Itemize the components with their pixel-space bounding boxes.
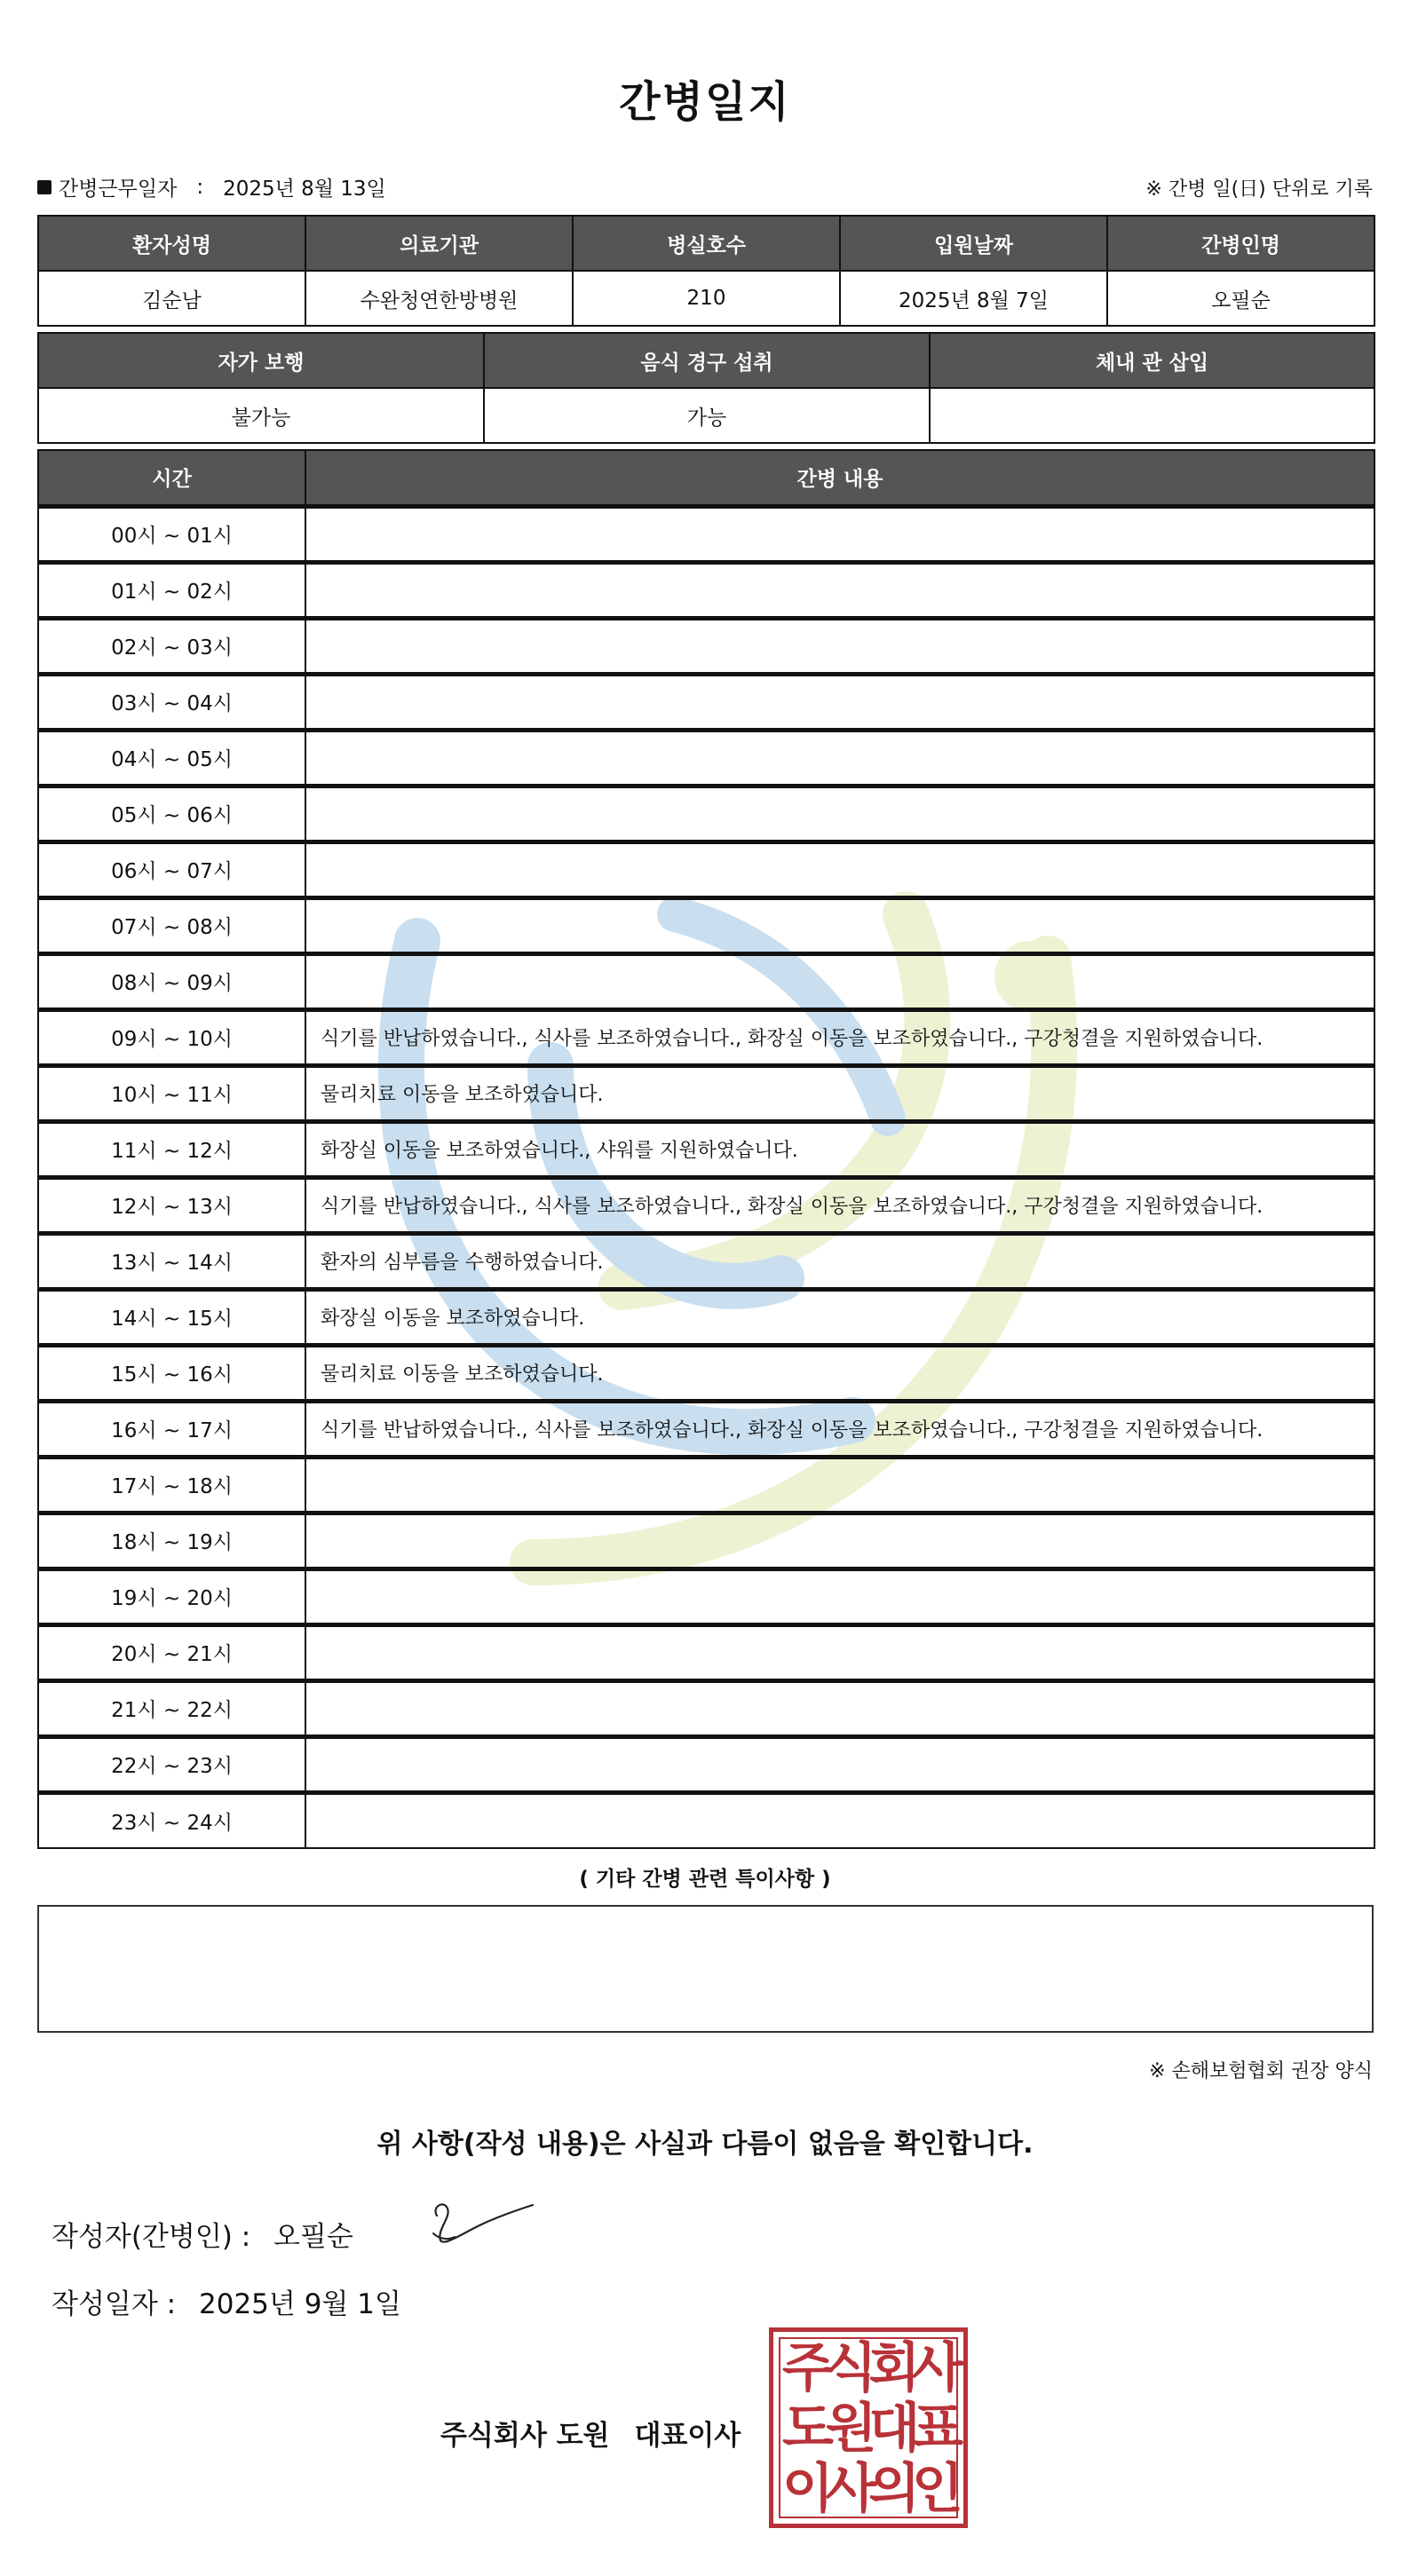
company-name: 주식회사 도원: [440, 2420, 610, 2452]
patient-name: 김순남: [38, 271, 305, 326]
care-note-cell: 물리치료 이동을 보조하였습니다.: [305, 1065, 1374, 1121]
care-note-cell: [305, 1457, 1374, 1513]
care-note-cell: [305, 730, 1374, 786]
table-row: [38, 953, 1374, 1009]
table-row: [38, 786, 1374, 842]
table-row: [38, 1736, 1374, 1792]
time-cell: 20시 ~ 21시: [38, 1624, 305, 1680]
time-cell: 16시 ~ 17시: [38, 1401, 305, 1457]
time-cell: 07시 ~ 08시: [38, 897, 305, 953]
patient-status-table: [37, 332, 1375, 444]
room-number: 210: [573, 271, 840, 326]
care-note-cell: [305, 1624, 1374, 1680]
seal-line: 도 원 대 표: [782, 2398, 963, 2460]
time-cell: 06시 ~ 07시: [38, 842, 305, 897]
care-note-cell: 화장실 이동을 보조하였습니다.: [305, 1289, 1374, 1345]
table-row: [38, 730, 1374, 786]
time-cell: 23시 ~ 24시: [38, 1792, 305, 1848]
table-row: [38, 897, 1374, 953]
patient-info-header-row: [38, 216, 1374, 271]
work-date-row: [37, 172, 386, 201]
company-seal: [769, 2327, 968, 2528]
table-row: [38, 1065, 1374, 1121]
header-caregiver-name: 간병인명: [1107, 216, 1374, 271]
remarks-box: [37, 1905, 1374, 2033]
care-log-header-row: [38, 450, 1374, 506]
table-row: [38, 1680, 1374, 1736]
table-row: [38, 1121, 1374, 1177]
table-row: [38, 1624, 1374, 1680]
care-note-cell: [305, 674, 1374, 730]
time-cell: 22시 ~ 23시: [38, 1736, 305, 1792]
care-note-cell: 물리치료 이동을 보조하였습니다.: [305, 1345, 1374, 1401]
writer-label: 작성자(간병인) :: [51, 2221, 251, 2253]
table-row: [38, 1569, 1374, 1624]
table-row: [38, 1792, 1374, 1848]
table-row: [38, 1177, 1374, 1233]
self-walking-value: 불가능: [38, 388, 484, 443]
bullet-square-icon: [37, 180, 51, 194]
care-note-cell: [305, 618, 1374, 674]
oral-intake-value: 가능: [484, 388, 930, 443]
care-note-cell: [305, 953, 1374, 1009]
time-cell: 05시 ~ 06시: [38, 786, 305, 842]
header-tube-insertion: 체내 관 삽입: [930, 333, 1374, 388]
time-cell: 17시 ~ 18시: [38, 1457, 305, 1513]
care-log-table: [37, 449, 1375, 1849]
care-note-cell: 식기를 반납하였습니다., 식사를 보조하였습니다., 화장실 이동을 보조하였습니다., 구강청결을 지원하였습니다.: [305, 1177, 1374, 1233]
table-row: [38, 562, 1374, 618]
table-row: [38, 1345, 1374, 1401]
care-note-cell: 식기를 반납하였습니다., 식사를 보조하였습니다., 화장실 이동을 보조하였습니다., 구강청결을 지원하였습니다.: [305, 1401, 1374, 1457]
seal-line: 이 사 의 인: [782, 2458, 963, 2520]
time-cell: 09시 ~ 10시: [38, 1009, 305, 1065]
care-note-cell: 환자의 심부름을 수행하였습니다.: [305, 1233, 1374, 1289]
header-time: 시간: [38, 450, 305, 506]
signature: [424, 2194, 540, 2251]
care-note-cell: 화장실 이동을 보조하였습니다., 샤워를 지원하였습니다.: [305, 1121, 1374, 1177]
table-row: [38, 1513, 1374, 1569]
time-cell: 10시 ~ 11시: [38, 1065, 305, 1121]
confirmation-statement: 위 사항(작성 내용)은 사실과 다름이 없음을 확인합니다.: [376, 2129, 1034, 2160]
remarks-title: ( 기타 간병 관련 특이사항 ): [579, 1868, 831, 1891]
time-cell: 19시 ~ 20시: [38, 1569, 305, 1624]
header-patient-name: 환자성명: [38, 216, 305, 271]
table-row: [38, 674, 1374, 730]
writing-date-label: 작성일자 :: [51, 2288, 177, 2320]
care-note-cell: 식기를 반납하였습니다., 식사를 보조하였습니다., 화장실 이동을 보조하였습니다., 구강청결을 지원하였습니다.: [305, 1009, 1374, 1065]
unit-note: ※ 간병 일(日) 단위로 기록: [1145, 178, 1373, 201]
header-admission-date: 입원날짜: [840, 216, 1107, 271]
time-cell: 00시 ~ 01시: [38, 506, 305, 562]
patient-status-value-row: [38, 388, 1374, 443]
patient-info-value-row: [38, 271, 1374, 326]
table-row: [38, 1401, 1374, 1457]
table-row: [38, 618, 1374, 674]
time-cell: 02시 ~ 03시: [38, 618, 305, 674]
time-cell: 11시 ~ 12시: [38, 1121, 305, 1177]
time-cell: 13시 ~ 14시: [38, 1233, 305, 1289]
table-row: [38, 1457, 1374, 1513]
header-room: 병실호수: [573, 216, 840, 271]
table-row: [38, 1009, 1374, 1065]
writing-date-row: [51, 2281, 401, 2321]
writer-row: [51, 2214, 353, 2254]
table-row: [38, 842, 1374, 897]
care-note-cell: [305, 1513, 1374, 1569]
header-hospital: 의료기관: [305, 216, 573, 271]
work-date-label: 간병근무일자: [59, 178, 178, 201]
patient-status-header-row: [38, 333, 1374, 388]
time-cell: 01시 ~ 02시: [38, 562, 305, 618]
writing-date-value: 2025년 9월 1일: [199, 2288, 401, 2320]
time-cell: 04시 ~ 05시: [38, 730, 305, 786]
table-row: [38, 1233, 1374, 1289]
care-note-cell: [305, 786, 1374, 842]
time-cell: 03시 ~ 04시: [38, 674, 305, 730]
patient-info-table: [37, 215, 1375, 327]
care-note-cell: [305, 897, 1374, 953]
time-cell: 15시 ~ 16시: [38, 1345, 305, 1401]
writer-name: 오필순: [273, 2221, 353, 2253]
header-care-content: 간병 내용: [305, 450, 1374, 506]
time-cell: 08시 ~ 09시: [38, 953, 305, 1009]
care-note-cell: [305, 1736, 1374, 1792]
footnote: ※ 손해보험협회 권장 양식: [1149, 2060, 1373, 2082]
document-title: 간병일지: [619, 77, 791, 127]
time-cell: 18시 ~ 19시: [38, 1513, 305, 1569]
time-cell: 21시 ~ 22시: [38, 1680, 305, 1736]
header-self-walking: 자가 보행: [38, 333, 484, 388]
header-oral-intake: 음식 경구 섭취: [484, 333, 930, 388]
work-date-value: 2025년 8월 13일: [223, 178, 386, 201]
care-note-cell: [305, 1569, 1374, 1624]
time-cell: 12시 ~ 13시: [38, 1177, 305, 1233]
caregiver-name: 오필순: [1107, 271, 1374, 326]
care-note-cell: [305, 506, 1374, 562]
care-note-cell: [305, 1680, 1374, 1736]
work-date-separator: :: [196, 175, 204, 199]
care-note-cell: [305, 562, 1374, 618]
care-note-cell: [305, 842, 1374, 897]
time-cell: 14시 ~ 15시: [38, 1289, 305, 1345]
care-note-cell: [305, 1792, 1374, 1848]
admission-date: 2025년 8월 7일: [840, 271, 1107, 326]
hospital-name: 수완청연한방병원: [305, 271, 573, 326]
table-row: [38, 506, 1374, 562]
seal-line: 주 식 회 사: [782, 2337, 963, 2399]
company-rep-title: 대표이사: [634, 2420, 741, 2452]
tube-insertion-value: [930, 388, 1374, 443]
table-row: [38, 1289, 1374, 1345]
company-signature: [440, 2413, 741, 2453]
